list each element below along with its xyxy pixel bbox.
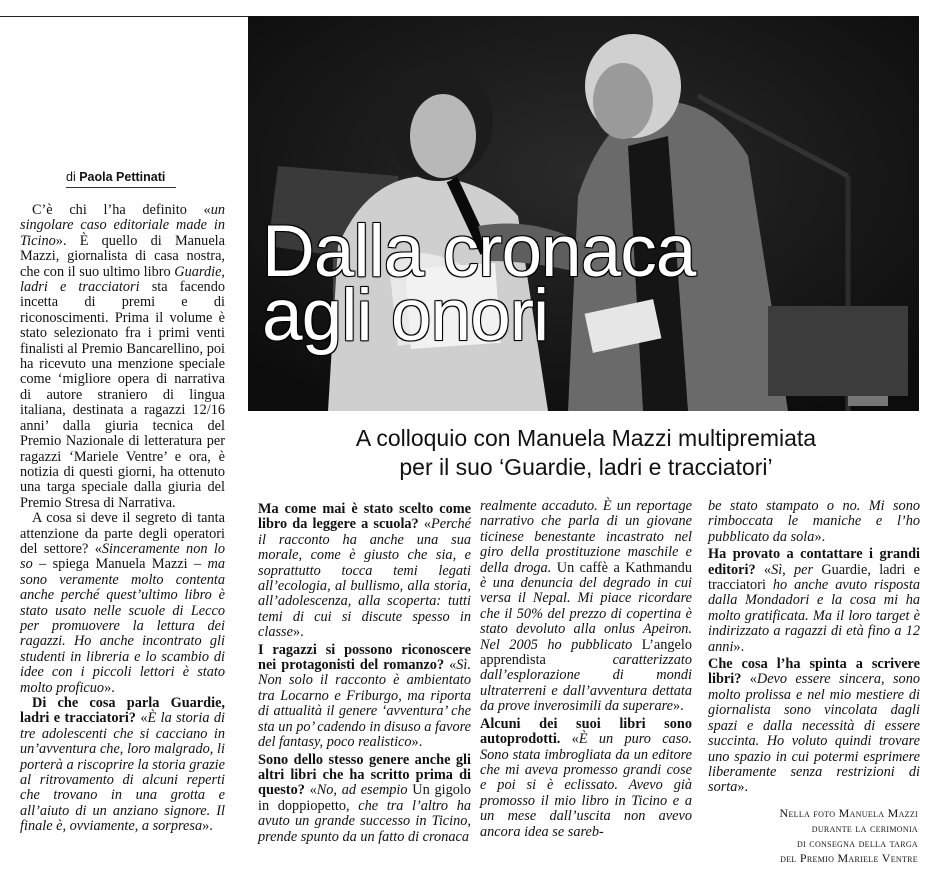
interview-question: I ragazzi si possono riconoscere nei protagonisti del romanzo? <box>258 641 471 674</box>
byline-author: Paola Pettinati <box>79 170 166 184</box>
subtitle-line-2: per il suo ‘Guardie, ladri e tracciatori’ <box>399 454 773 480</box>
interview-question: Ma come mai è stato scelto come libro da leggere a scuola? <box>258 501 471 533</box>
top-rule <box>0 16 248 17</box>
paragraph: Di che cosa parla Guardie, ladri e tracciatori? «È la storia di tre adolescenti che si cacciano in un’avventura che, loro malgrado, li porterà a riscoprire la storia grazie al ritrovamento di alcuni reperti che trovano in una grotta e all’aiuto di un anziano signore. Il finale è, ovviamente, a sorpresa». <box>20 695 225 835</box>
byline <box>66 170 176 188</box>
paragraph: Alcuni dei suoi libri sono autoprodotti. «È un puro caso. Sono stata imbrogliata da un editore che mi aveva promesso grandi cose e poi si è eclissato. Avevo già promosso il mio libro in Ticino e a un mese dall’uscita non avevo ancora idea se sareb- <box>480 715 692 840</box>
paragraph: realmente accaduto. È un reportage narrativo che parla di un giovane ticinese benestante incastrato nel giro della prostituzione maschile e della droga. Un caffè a Kathmandu è una denuncia del degrado in cui versa il Nepal. Mi piace ricordare che il 50% del prezzo di copertina è stato devoluto alla onlus Apeiron. Nel 2005 ho pubblicato L’angelo apprendista caratterizzato dall’esplorazione di mondi ultraterreni e dall’avventura dettata da prove inverosimili da superare». <box>480 498 692 715</box>
article-column-4 <box>708 497 920 796</box>
paragraph: Ha provato a contattare i grandi editori? «Sì, per Guardie, ladri e tracciatori ho anche avuto risposta dalla Mondadori e la cosa mi ha molto gratificata. Ma il loro target è indirizzato a ragazzi di età fino a 12 anni». <box>708 546 921 655</box>
paragraph: Sono dello stesso genere anche gli altri libri che ha scritto prima di questo? «No, ad esempio Un gigolo in doppiopetto, che tra l’altro ha avuto un grande successo in Ticino, prende spunto da un fatto di cronaca <box>258 751 471 845</box>
paragraph: C’è chi l’ha definito «un singolare caso editoriale made in Ticino». È quello di Manuela Mazzi, giornalista di casa nostra, che con il suo ultimo libro Guardie, ladri e tracciatori sta facendo incetta di premi e di riconoscimenti. Prima il volume è stato selezionato fra i primi venti finalisti al Premio Bancarellino, poi ha ricevuto una menzione speciale come ‘migliore opera di narrativa di autore straniero di lingua italiana, destinata a ragazzi 12/16 anni’ dalla giuria tecnica del Premio Nazionale di letteratura per ragazzi ‘Mariele Ventre’ e ora, è notizia di questi giorni, ha ottenuto una targa speciale dalla giuria del Premio Stresa di Narrativa. <box>20 202 225 511</box>
paragraph: Ma come mai è stato scelto come libro da leggere a scuola? «Perché il racconto ha anche una sua morale, come è giusto che sia, e soprattutto tocca temi legati all’ecologia, al bullismo, alla storia, all’adolescenza, alla scoperta: tutti temi di cui si discute spesso in classe». <box>258 501 471 641</box>
article-column-1 <box>20 203 225 835</box>
interview-question: Di che cosa parla Guardie, ladri e tracciatori? <box>20 695 225 727</box>
interview-question: Alcuni dei suoi libri sono autoprodotti. <box>480 715 692 748</box>
article-headline <box>262 211 696 356</box>
photo-caption: Nella foto Manuela Mazzi durante la cerimonia di consegna della targa del Premio Mariele Ventre <box>779 806 918 865</box>
article-column-2 <box>258 500 471 845</box>
interview-question: Che cosa l’ha spinta a scrivere libri? <box>708 656 920 688</box>
paragraph: A cosa si deve il segreto di tanta attenzione da parte degli operatori del settore? «Sinceramente non lo so – spiega Manuela Mazzi – ma sono veramente molto contenta anche perché quest’ultimo libro è stato usato nelle scuole di Lecco per promuovere la lettura dei ragazzi. Ho anche incontrato gli studenti in libreria e lo scambio di idee con i piccoli lettori è stato molto proficuo». <box>20 510 225 696</box>
byline-prefix: di <box>66 170 76 184</box>
paragraph: be stato stampato o no. Mi sono rimboccata le maniche e l’ho pubblicato da sola». <box>708 498 920 545</box>
paragraph: Che cosa l’ha spinta a scrivere libri? «Devo essere sincera, sono molto prolissa e nel mio mestiere di giornalista sono vincolata dagli spazi e dalla necessità di essere succinta. Ho voluto quindi trovare uno spazio in cui potermi esprimere liberamente senza restrizioni di sorta». <box>708 656 920 796</box>
article-subtitle <box>336 424 836 482</box>
article-column-3 <box>480 497 692 840</box>
headline-line-1: Dalla cronaca <box>262 211 696 292</box>
interview-question: Ha provato a contattare i grandi editori? <box>708 546 920 578</box>
headline-line-2: agli onori <box>262 275 549 356</box>
subtitle-line-1: A colloquio con Manuela Mazzi multipremiata <box>355 425 817 451</box>
interview-question: Sono dello stesso genere anche gli altri libri che ha scritto prima di questo? <box>258 751 471 799</box>
paragraph: I ragazzi si possono riconoscere nei protagonisti del romanzo? «Sì. Non solo il racconto è ambientato tra Locarno e Friburgo, ma riporta di attualità il genere ‘avventura’ che sta un po’ cadendo in disuso a favore del fantasy, poco realistico». <box>258 641 471 751</box>
